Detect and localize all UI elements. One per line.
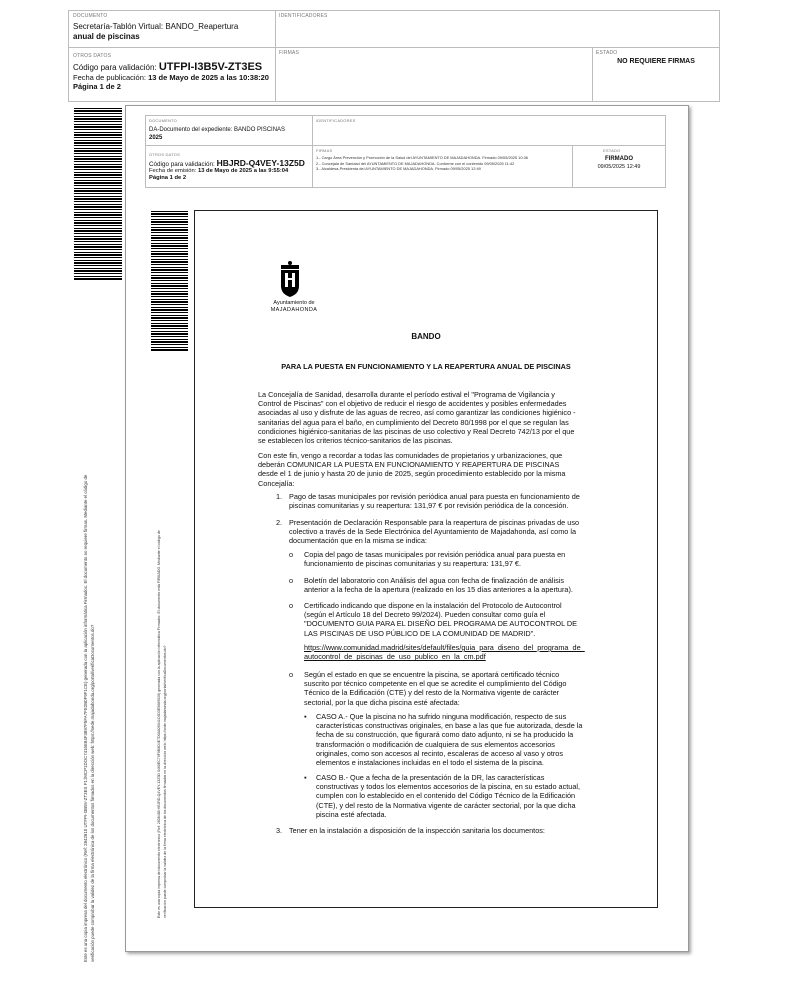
item-3-text [289,826,604,835]
i1-line: Pago de tasas municipales por revisión periódica anual para puesta en funcionamiento de [289,492,580,501]
inner-fecha-value: 13 de Mayo de 2025 a las 9:55:04 [198,168,289,174]
s4-line: suscrito por técnico competente en el que se acredite el cumplimiento del Código [304,679,567,689]
caso-b-marker: ▪ [304,773,307,782]
p2-line: deberán COMUNICAR LA PUESTA EN FUNCIONAMIENTO Y REAPERTURA DE PISCINAS [258,460,560,470]
inner-documento-value [149,126,285,142]
inner-firma-2: 2.- Concejala de Sanidad del AYUNTAMIENTO DE MAJADAHONDA. Conforme con el contenido 09/05/2025 11:42 [316,160,515,166]
logo-text [262,300,326,313]
cb-line: constructivas y todos los elementos accesorios de la piscina, en su estado actual, [316,782,581,792]
caso-a-text [316,712,604,767]
inner-firmas-list [316,155,570,172]
s3-line: Certificado indicando que dispone en la instalación del Protocolo de Autocontrol [304,601,562,610]
cb-line: cumplen con lo establecido en el contenido del Código Técnico de la Edificación [316,791,576,801]
guide-link-line2[interactable]: autocontrol_de_piscinas_de_uso_publico_en_la_cm.pdf [304,652,486,662]
outer-header-identificadores-box [275,10,720,48]
inner-pagina: Página 1 de 2 [149,175,187,181]
outer-estado-value: NO REQUIERE FIRMAS [617,58,695,65]
p2-line: Concejalía: [258,478,295,488]
i1-line: piscinas comunitarias y su reapertura: 131,97 € por revisión periódica de la concesión. [289,501,569,511]
p1-line: se establecen los criterios técnico-sanitarios de las piscinas. [258,436,453,446]
caso-a-marker: ▪ [304,712,307,721]
outer-documento-label: DOCUMENTO [73,13,108,19]
cb-line: piscina esté afectada. [316,809,387,819]
outer-codigo-label: Código para validación: [73,63,157,72]
sub-1-text [304,550,604,568]
p2-line: desde el 1 de junio y hasta 20 de junio de 2025, según procedimiento establecido por la misma [258,469,566,479]
outer-firmas-label: FIRMAS [279,50,300,56]
ca-line: fecha de su construcción, que figurará como dato adjunto, ni se ha producido la [316,730,574,740]
sub-3-text [304,601,604,638]
bando-title: BANDO [411,332,441,341]
inner-codigo-value: HBJRD-Q4VEY-13Z5D [216,158,305,168]
item-2-marker: 2. [276,518,283,527]
p1-line: asociadas al uso y disfrute de las aguas de recreo, así como garantizar las condiciones higiénico - [258,408,576,418]
outer-otros-label: OTROS DATOS [73,53,112,59]
s2-line: Boletín del laboratorio con Análisis del agua con fecha de finalización de análisis [304,576,565,585]
outer-fecha-value: 13 de Mayo de 2025 a las 10:38:20 [148,73,269,82]
sub-3-marker: o [289,601,294,610]
ca-line: CASO A.- Que la piscina no ha sufrido ninguna modificación, respecto de sus [316,712,567,721]
cb-line: CASO B.- Que a fecha de la presentación de la DR, las características [316,773,545,782]
p2-line: Con este fin, vengo a recordar a todas las comunidades de propietarios y urbanizaciones, que [258,451,563,460]
item-1-marker: 1. [276,492,283,501]
sub-2-marker: o [289,576,294,585]
outer-fecha-label: Fecha de publicación: [73,73,146,82]
s2-line: anterior a la fecha de la apertura (realizado en los 15 días anteriores a la apertura). [304,585,573,595]
inner-fecha-row [149,168,288,174]
outer-pagina: Página 1 de 2 [73,82,121,91]
outer-barcode [74,108,122,280]
p1-line: condiciones higiénico-sanitarias de las piscinas de uso colectivo y Real Decreto 742/13 por el que [258,426,575,436]
inner-identificadores-label: IDENTIFICADORES [316,118,356,123]
outer-codigo-value: UTFPI-I3B5V-ZT3ES [158,61,263,73]
item-1-text [289,492,604,510]
inner-documento-line2: 2025 [149,135,163,141]
inner-firma-1: 1.- Cargo Área Prevención y Promoción de la Salud del AYUNTAMIENTO DE MAJADAHONDA. Firmado 09/05/2025 10:36 [316,155,528,160]
inner-side-text-1: Este es una copia impresa del documento electrónico (Ref: 2838488 HBJRD-Q4VEY-13Z5D 0460EC70F0B8D4E7D0A826041C6D3E5689026) generada con la aplicación informática Firmadoc. El documento está FIRMADO. Mediante el código de [157,530,161,918]
s1-line: funcionamiento de piscinas comunitarias y su reapertura: 131,97 €. [304,559,522,569]
ca-line: originales, como son accesos al recinto, escaleras de acceso al vaso y otros [316,748,564,758]
outer-documento-line1: Secretaría-Tablón Virtual: BANDO_Reapertura [73,22,239,31]
inner-estado-value: FIRMADO [605,156,633,162]
paragraph-2 [258,451,604,488]
inner-estado-date: 09/05/2025 12:49 [597,164,641,170]
logo-line1: Ayuntamiento de [273,300,315,306]
inner-codigo-label: Código para validación: [149,161,215,168]
i2-line: documentación que en la misma se indica: [289,536,427,546]
inner-codigo-row [149,158,305,168]
outer-estado-label: ESTADO [596,50,618,56]
ca-line: características constructivas originales, en base a las que fue autorizada, desde la [316,721,583,731]
ca-line: transformación o modificación de cualquiera de sus elementos accesorios [316,739,555,749]
ca-line: elementos e instalaciones incluidas en el todo el sistema de la piscina. [316,758,544,768]
outer-fecha-row [73,73,269,82]
sub-1-marker: o [289,550,294,559]
s3-line: "DOCUMENTO GUIA PARA EL DISEÑO DEL PROGRAMA DE AUTOCONTROL DE [304,619,578,629]
sub-4-marker: o [289,670,294,679]
inner-otros-label: OTROS DATOS [149,152,180,157]
p1-line: sanitarias del agua para el baño, en cumplimiento del Decreto 80/1998 por el que se regulan las [258,417,569,427]
inner-firma-3: 3.- Alcaldesa-Presidenta del AYUNTAMIENTO DE MAJADAHONDA. Firmado 09/05/2025 12:49 [316,166,481,171]
sub-4-text [304,670,604,707]
p1-line: Control de Piscinas" con el objetivo de reducir el riesgo de accidentes y posibles enfermedades [258,399,567,409]
inner-firmas-label: FIRMAS [316,148,333,153]
guide-link[interactable] [304,643,604,661]
s1-line: Copia del pago de tasas municipales por revisión periódica anual para puesta en [304,550,566,559]
s4-line: sectorial, por la que dicha piscina esté afectada: [304,697,460,707]
s4-line: Técnico de la Edificación (CTE) y del resto de la Normativa vigente de carácter [304,688,560,698]
majadahonda-crest-icon [275,260,305,300]
inner-estado-label: ESTADO [603,148,621,153]
guide-link-line1[interactable]: https://www.comunidad.madrid/sites/default/files/guia_para_diseno_del_programa_de_ [304,643,585,652]
s3-line: (según el Artículo 18 del Decreto 99/2024). Pueden consultar como guía el [304,610,546,620]
i3-line: Tener en la instalación a disposición de la inspección sanitaria los documentos: [289,826,545,835]
s4-line: Según el estado en que se encuentre la piscina, se aportará certificado técnico [304,670,560,679]
s3-line: LAS PISCINAS DE USO PÚBLICO DE LA COMUNIDAD DE MADRID". [304,628,536,638]
inner-documento-line1: DA-Documento del expediente: BANDO PISCINAS [149,127,286,133]
outer-header-firmas-box [275,47,593,102]
outer-side-text-2: verificación puede comprobar la validez de la firma electrónica de los documentos firmados en la dirección web: https://sede.majadahonda.org/portal/verificaDocumentos.do? [90,624,95,962]
logo-line2: MAJADAHONDA [270,306,318,313]
inner-barcode [151,211,188,351]
caso-b-text [316,773,604,819]
outer-identificadores-label: IDENTIFICADORES [279,13,328,19]
outer-codigo-row [73,61,262,73]
inner-header-identificadores-box [312,115,666,146]
outer-documento-value [73,22,238,42]
item-3-marker: 3. [276,826,283,835]
cb-line: (CTE), y del resto de la Normativa vigente de carácter sectorial, por la que dicha [316,800,576,810]
outer-documento-line2: anual de piscinas [73,32,140,41]
inner-fecha-label: Fecha de emisión: [149,168,197,174]
item-2-text [289,518,604,546]
inner-side-text-2: verificación puede comprobar la validez de la firma electrónica de los documentos firmados en la dirección web: https://sede.majadahonda.org/portal/verificaDocumentos.do? [163,645,167,918]
p1-line: La Concejalía de Sanidad, desarrolla durante el período estival el "Programa de Vigilancia y [258,390,555,399]
i2-line: colectivo a través de la Sede Electrónica del Ayuntamiento de Majadahonda, así como la [289,527,577,537]
sub-2-text [304,576,604,594]
inner-documento-label: DOCUMENTO [149,118,177,123]
i2-line: Presentación de Declaración Responsable para la reapertura de piscinas privadas de uso [289,518,580,527]
bando-subtitle: PARA LA PUESTA EN FUNCIONAMIENTO Y LA REAPERTURA ANUAL DE PISCINAS [281,362,571,371]
outer-side-text-1: Este es una copia impresa del documento electrónico (Ref: 2842810 UTFPI-I3B5V-ZT3ES F1:/MCP1DOC7416E84F3897F5FA7FE2B0F9F1CE) generada con la aplicación informática Firmadoc. El documento no requiere firmas. Mediante el código de [83,474,88,962]
paragraph-1 [258,390,604,445]
